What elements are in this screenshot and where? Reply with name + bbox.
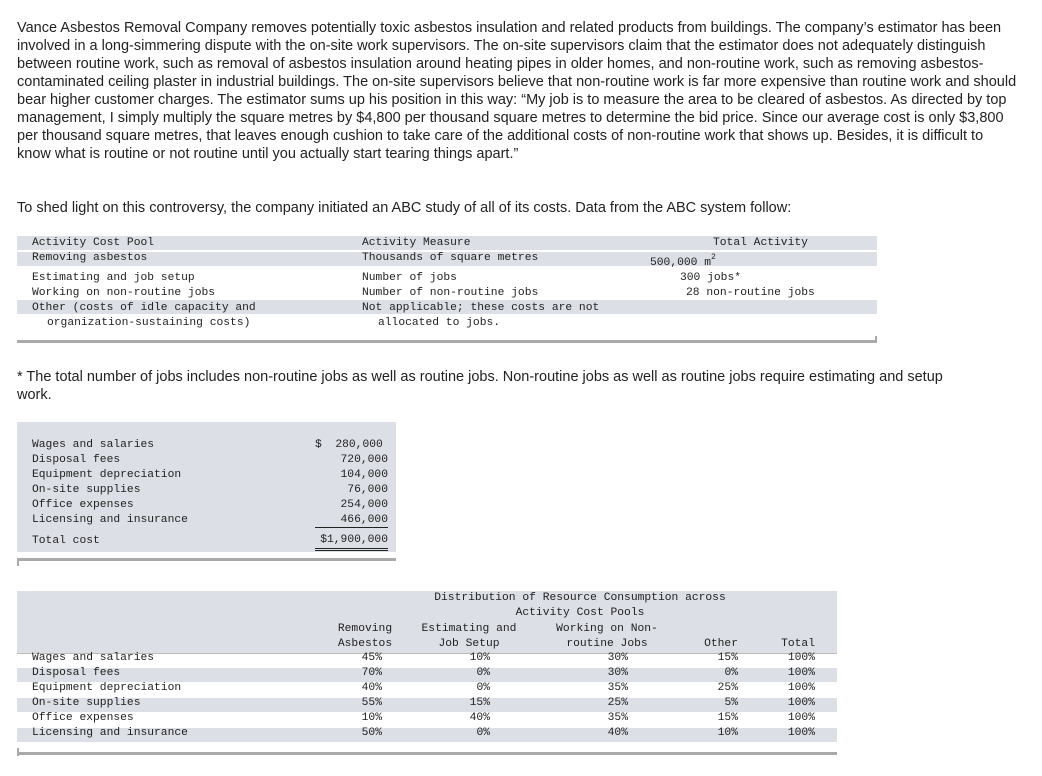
- cost-label-equipment: Equipment depreciation: [32, 469, 182, 481]
- col-estimating-line2: Job Setup: [438, 638, 500, 650]
- cell-working: 25%: [607, 697, 628, 709]
- measure-non-routine-jobs: Number of non-routine jobs: [362, 287, 539, 299]
- cell-working: 30%: [607, 652, 628, 664]
- cell-estimating: 15%: [469, 697, 490, 709]
- col-other: Other: [704, 638, 738, 650]
- col-removing-line1: Removing: [337, 623, 393, 635]
- row-label: Equipment depreciation: [32, 682, 182, 694]
- cell-other: 5%: [724, 697, 738, 709]
- col-estimating-line1: Estimating and: [421, 623, 517, 635]
- cost-value-wages: $ 280,000: [315, 439, 383, 451]
- header-activity-measure: Activity Measure: [362, 237, 471, 249]
- cost-value-licensing: 466,000: [340, 514, 388, 526]
- col-working-line1: Working on Non-: [556, 623, 658, 635]
- row-label: On-site supplies: [32, 697, 141, 709]
- cost-value-total: $1,900,000: [315, 533, 388, 551]
- cost-label-disposal: Disposal fees: [32, 454, 121, 466]
- jobs-footnote: * The total number of jobs includes non-routine jobs as well as routine jobs. Non-routine jobs as well as routine jobs require estimating and setup work.: [17, 369, 943, 403]
- cell-working: 30%: [607, 667, 628, 679]
- table-bottom-rule: [17, 558, 396, 561]
- subtotal-underline: [315, 527, 388, 528]
- distribution-title-line1: Distribution of Resource Consumption across: [434, 592, 726, 604]
- cell-estimating: 0%: [476, 727, 490, 739]
- cell-working: 35%: [607, 682, 628, 694]
- cell-total: 100%: [787, 667, 815, 679]
- row-label: Disposal fees: [32, 667, 121, 679]
- header-total-activity: Total Activity: [713, 237, 808, 249]
- table-edge-tick: [875, 336, 877, 342]
- cell-working: 40%: [607, 727, 628, 739]
- cost-value-disposal: 720,000: [340, 454, 388, 466]
- cell-removing: 45%: [361, 652, 382, 664]
- measure-other-continued: allocated to jobs.: [378, 317, 501, 329]
- cell-estimating: 0%: [476, 682, 490, 694]
- cell-other: 15%: [717, 652, 738, 664]
- cell-estimating: 0%: [476, 667, 490, 679]
- cell-removing: 10%: [361, 712, 382, 724]
- cell-other: 10%: [717, 727, 738, 739]
- problem-intro-paragraph: Vance Asbestos Removal Company removes potentially toxic asbestos insulation and related products from buildings. The company’s estimator has been involved in a long-simmering dispute with the on-site work supervisors. The on-site supervisors claim that the estimator does not adequately distinguish between routine work, such as removal of asbestos insulation around heating pipes in older homes, and non-routine work, such as removing asbestos-contaminated ceiling plaster in industrial buildings. The on-site supervisors believe that non-routine work is far more expensive than routine work and should bear higher customer charges. The estimator sums up his position in this way: “My job is to measure the area to be cleared of asbestos. As directed by top management, I simply multiply the square metres by $4,800 per thousand square metres to determine the bid price. Since our average cost is only $3,800 per thousand square metres, that leaves enough cushion to take care of the additional costs of non-routine work that shows up. Besides, it is difficult to know what is routine or not routine until you actually start tearing things apart.”: [17, 20, 1017, 162]
- cell-estimating: 10%: [469, 652, 490, 664]
- cost-value-equipment: 104,000: [340, 469, 388, 481]
- measure-other: Not applicable; these costs are not: [362, 302, 600, 314]
- row-label: Licensing and insurance: [32, 727, 188, 739]
- header-activity-cost-pool: Activity Cost Pool: [32, 237, 155, 249]
- table-bottom-rule: [17, 752, 837, 755]
- cell-other: 25%: [717, 682, 738, 694]
- pool-non-routine-jobs: Working on non-routine jobs: [32, 287, 216, 299]
- cost-label-supplies: On-site supplies: [32, 484, 141, 496]
- cost-value-supplies: 76,000: [347, 484, 388, 496]
- cell-total: 100%: [787, 652, 815, 664]
- row-label: Wages and salaries: [32, 652, 155, 664]
- table-edge-tick: [17, 558, 19, 566]
- cost-value-office: 254,000: [340, 499, 388, 511]
- cell-total: 100%: [787, 697, 815, 709]
- measure-removing-asbestos: Thousands of square metres: [362, 252, 539, 264]
- cell-total: 100%: [787, 712, 815, 724]
- total-removing-asbestos: 500,000 $m^2$: [650, 253, 716, 269]
- cost-label-office: Office expenses: [32, 499, 134, 511]
- cost-label-total: Total cost: [32, 535, 100, 547]
- distribution-title-line2: Activity Cost Pools: [515, 607, 645, 619]
- total-non-routine-jobs: 28 non-routine jobs: [686, 287, 815, 299]
- table-bottom-rule: [17, 340, 877, 343]
- cell-total: 100%: [787, 682, 815, 694]
- total-estimating-job-setup: 300 jobs*: [680, 272, 742, 284]
- cell-other: 0%: [724, 667, 738, 679]
- cell-working: 35%: [607, 712, 628, 724]
- cell-estimating: 40%: [469, 712, 490, 724]
- cell-removing: 50%: [361, 727, 382, 739]
- measure-estimating-job-setup: Number of jobs: [362, 272, 457, 284]
- cost-label-wages: Wages and salaries: [32, 439, 155, 451]
- superscript-2: 2: [711, 253, 716, 263]
- cell-total: 100%: [787, 727, 815, 739]
- col-removing-line2: Asbestos: [337, 638, 393, 650]
- pool-other-continued: organization-sustaining costs): [47, 317, 251, 329]
- pool-estimating-job-setup: Estimating and job setup: [32, 272, 195, 284]
- cell-removing: 40%: [361, 682, 382, 694]
- cell-removing: 70%: [361, 667, 382, 679]
- col-total: Total: [781, 638, 815, 650]
- cell-other: 15%: [717, 712, 738, 724]
- cell-removing: 55%: [361, 697, 382, 709]
- cost-label-licensing: Licensing and insurance: [32, 514, 188, 526]
- pool-other: Other (costs of idle capacity and: [32, 302, 256, 314]
- pool-removing-asbestos: Removing asbestos: [32, 252, 148, 264]
- table-edge-tick: [17, 748, 19, 756]
- col-working-line2: routine Jobs: [566, 638, 648, 650]
- row-label: Office expenses: [32, 712, 134, 724]
- abc-study-sentence: To shed light on this controversy, the company initiated an ABC study of all of its costs. Data from the ABC system follow:: [17, 200, 792, 216]
